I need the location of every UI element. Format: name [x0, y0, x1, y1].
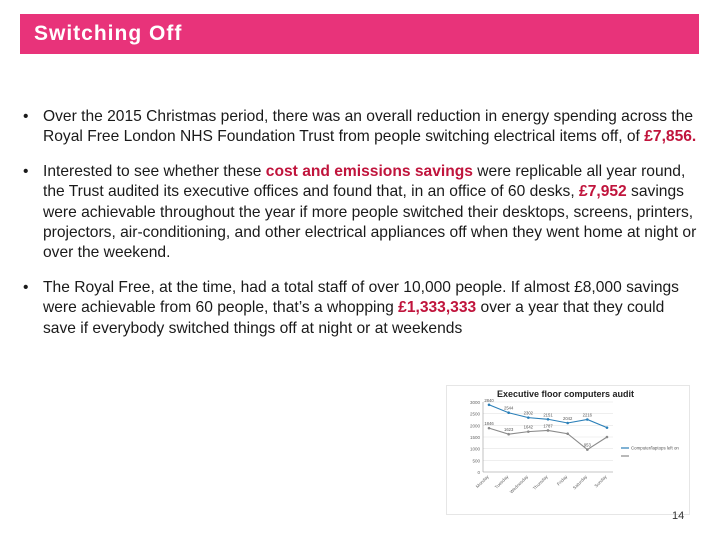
audit-chart: [446, 385, 690, 515]
slide-title: Switching Off: [34, 22, 183, 45]
bullet-item: [20, 162, 700, 264]
x-tick-label: Monday: [474, 474, 490, 490]
data-point: [566, 432, 569, 435]
data-label: 953: [583, 442, 591, 448]
y-tick-label: 2500: [469, 411, 480, 417]
legend-label: Computer/laptops left on: [631, 445, 679, 451]
data-point: [586, 448, 589, 451]
data-point: [586, 418, 589, 421]
data-label: 2302: [523, 410, 533, 416]
data-label: 1787: [543, 423, 553, 429]
data-point: [606, 436, 609, 439]
data-label: 2840: [484, 397, 494, 403]
bullet-item: [20, 278, 700, 339]
data-label: 1642: [523, 424, 533, 430]
page-number: 14: [672, 510, 685, 522]
highlighted-figure: £1,333,333: [398, 299, 477, 317]
bullet-dot-icon: •: [23, 108, 29, 125]
data-label: 1623: [504, 427, 514, 433]
data-label: 2151: [543, 412, 553, 418]
bullet-text: Over the 2015 Christmas period, there was an overall reduction in energy spending across the Royal Free London NHS Foundation Trust from people switching electrical items off, of: [43, 108, 694, 146]
data-point: [547, 429, 550, 432]
bullet-text: The Royal Free, at the time, had a total staff of over 10,000 people. If almost £8,000 savings were achievable from 60 people, that’s a whopping: [43, 278, 679, 317]
title-bar: [20, 14, 699, 54]
data-point: [606, 426, 609, 429]
highlighted-figure: £7,952: [579, 183, 627, 201]
y-tick-label: 2000: [469, 423, 480, 429]
data-point: [527, 430, 530, 433]
data-point: [507, 433, 510, 436]
x-tick-label: Tuesday: [493, 474, 510, 490]
data-point: [488, 427, 491, 430]
x-tick-label: Thursday: [531, 474, 549, 491]
data-point: [507, 411, 510, 414]
y-tick-label: 0: [477, 470, 480, 475]
data-point: [488, 404, 491, 407]
data-point: [527, 416, 530, 419]
y-tick-label: 1500: [469, 435, 480, 440]
y-tick-label: 1000: [469, 446, 480, 452]
highlighted-figure: cost and emissions savings: [265, 162, 473, 180]
data-label: 1846: [484, 421, 494, 427]
x-tick-label: Wednesday: [508, 474, 530, 495]
data-point: [566, 422, 569, 425]
y-tick-label: 3000: [469, 400, 480, 405]
x-tick-label: Sunday: [593, 474, 608, 489]
bullet-dot-icon: •: [23, 162, 29, 180]
x-tick-label: Saturday: [571, 474, 589, 491]
bullet-text: savings were achievable throughout the year if more people switched their desktops, screens, printers, projectors, air-conditioning, and other electrical appliances off when they went home at night or over the weekend.: [43, 183, 697, 262]
bullet-item: [20, 107, 700, 148]
y-tick-label: 500: [472, 458, 480, 464]
data-label: 2216: [582, 412, 592, 418]
bullet-text: were replicable all year round, the Trust audited its executive offices and found that, in an office of 60 desks,: [43, 162, 686, 201]
x-tick-label: Friday: [555, 474, 569, 487]
data-point: [547, 418, 550, 421]
data-label: 2544: [504, 405, 514, 411]
highlighted-figure: £7,856.: [644, 128, 697, 146]
bullet-dot-icon: •: [23, 278, 29, 296]
bullet-text: over a year that they could save if everybody switched things off at night or at weekends: [43, 299, 665, 337]
bullet-text: Interested to see whether these: [43, 162, 266, 180]
audit-chart-svg: [447, 386, 689, 514]
data-label: 2042: [563, 416, 573, 421]
chart-title: Executive floor computers audit: [497, 389, 635, 399]
bullet-list: [20, 107, 700, 353]
